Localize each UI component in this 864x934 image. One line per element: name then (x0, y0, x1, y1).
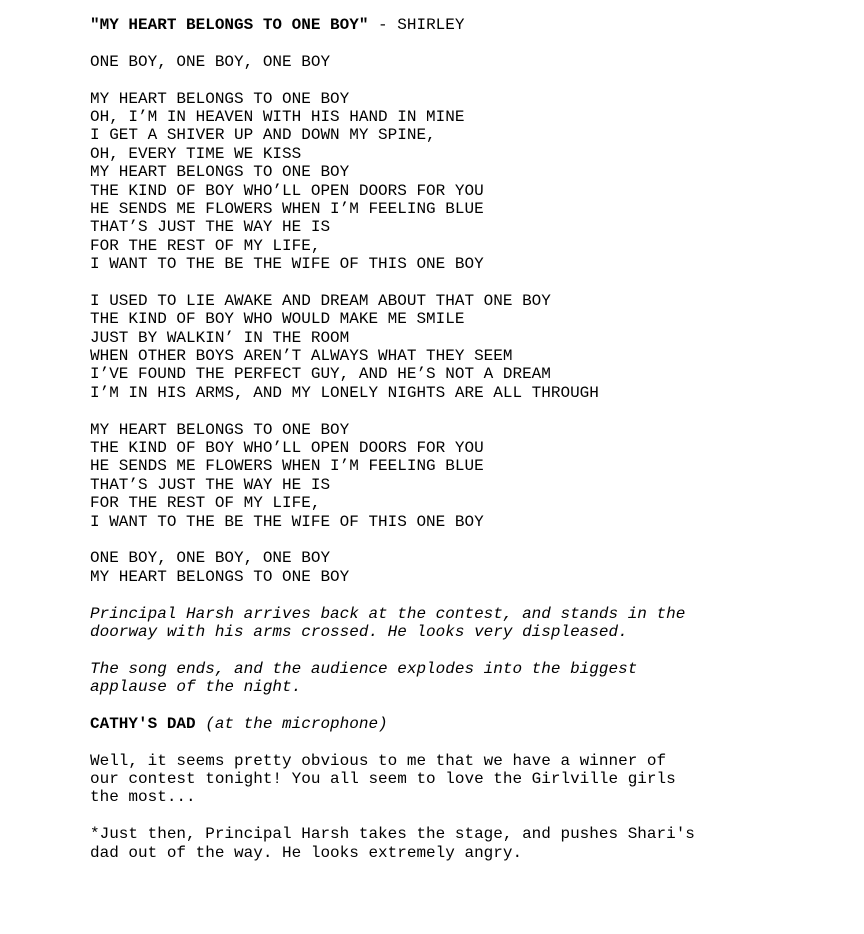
lyric-line: HE SENDS ME FLOWERS WHEN I’M FEELING BLUE (90, 457, 484, 476)
lyric-line: I WANT TO THE BE THE WIFE OF THIS ONE BOY (90, 255, 484, 274)
lyric-line: I WANT TO THE BE THE WIFE OF THIS ONE BOY (90, 512, 484, 531)
action-line: dad out of the way. He looks extremely angry. (90, 843, 523, 862)
lyric-line: THAT’S JUST THE WAY HE IS (90, 218, 331, 237)
blank-line (90, 586, 850, 604)
lyric-line: MY HEART BELONGS TO ONE BOY (90, 89, 350, 108)
song-singer: SHIRLEY (397, 16, 465, 34)
action-line: doorway with his arms crossed. He looks very displeased. (90, 622, 628, 641)
dialogue-line: our contest tonight! You all seem to love the Girlville girls (90, 770, 676, 789)
blank-line (90, 531, 850, 549)
dialogue-line: the most... (90, 788, 196, 807)
blank-line (90, 273, 850, 291)
lyric-line: JUST BY WALKIN’ IN THE ROOM (90, 328, 350, 347)
lyrics-verse-1 (90, 90, 850, 274)
script-page (90, 16, 850, 862)
lyric-line: OH, I’M IN HEAVEN WITH HIS HAND IN MINE (90, 107, 465, 126)
lyric-line: I USED TO LIE AWAKE AND DREAM ABOUT THAT ONE BOY (90, 291, 551, 310)
lyrics-intro (90, 53, 850, 71)
lyric-line: THAT’S JUST THE WAY HE IS (90, 475, 331, 494)
lyric-line: I GET A SHIVER UP AND DOWN MY SPINE, (90, 126, 436, 145)
lyric-line: I’VE FOUND THE PERFECT GUY, AND HE’S NOT A DREAM (90, 365, 551, 384)
blank-line (90, 641, 850, 659)
lyrics-chorus (90, 421, 850, 531)
dialogue-line: Well, it seems pretty obvious to me that we have a winner of (90, 751, 667, 770)
lyric-line: THE KIND OF BOY WHO’LL OPEN DOORS FOR YOU (90, 438, 484, 457)
lyric-line: ONE BOY, ONE BOY, ONE BOY (90, 52, 331, 71)
lyric-line: MY HEART BELONGS TO ONE BOY (90, 420, 350, 439)
action-paragraph-3 (90, 825, 850, 862)
character-cue (90, 715, 850, 733)
action-line: *Just then, Principal Harsh takes the stage, and pushes Shari's (90, 825, 695, 844)
lyrics-verse-2 (90, 292, 850, 402)
action-line: The song ends, and the audience explodes into the biggest (90, 659, 638, 678)
lyric-line: FOR THE REST OF MY LIFE, (90, 494, 321, 513)
character-name: CATHY'S DAD (90, 714, 196, 733)
blank-line (90, 696, 850, 714)
blank-line (90, 733, 850, 751)
song-title: "MY HEART BELONGS TO ONE BOY" (90, 16, 369, 34)
character-parenthetical: (at the microphone) (195, 714, 388, 733)
lyric-line: WHEN OTHER BOYS AREN’T ALWAYS WHAT THEY SEEM (90, 347, 513, 366)
blank-line (90, 402, 850, 420)
lyric-line: THE KIND OF BOY WHO’LL OPEN DOORS FOR YOU (90, 181, 484, 200)
lyric-line: ONE BOY, ONE BOY, ONE BOY (90, 549, 331, 568)
lyrics-outro (90, 549, 850, 586)
song-singer-separator: - (368, 16, 398, 34)
lyric-line: I’M IN HIS ARMS, AND MY LONELY NIGHTS ARE ALL THROUGH (90, 383, 599, 402)
dialogue-block (90, 752, 850, 807)
lyric-line: HE SENDS ME FLOWERS WHEN I’M FEELING BLUE (90, 199, 484, 218)
lyric-line: MY HEART BELONGS TO ONE BOY (90, 163, 350, 182)
lyric-line: MY HEART BELONGS TO ONE BOY (90, 567, 350, 586)
action-paragraph-1 (90, 605, 850, 642)
lyric-line: OH, EVERY TIME WE KISS (90, 144, 302, 163)
lyric-line: FOR THE REST OF MY LIFE, (90, 236, 321, 255)
blank-line (90, 807, 850, 825)
blank-line (90, 71, 850, 89)
song-heading (90, 16, 850, 34)
blank-line (90, 34, 850, 52)
lyric-line: THE KIND OF BOY WHO WOULD MAKE ME SMILE (90, 310, 465, 329)
action-line: applause of the night. (90, 678, 302, 697)
action-line: Principal Harsh arrives back at the contest, and stands in the (90, 604, 686, 623)
action-paragraph-2 (90, 660, 850, 697)
